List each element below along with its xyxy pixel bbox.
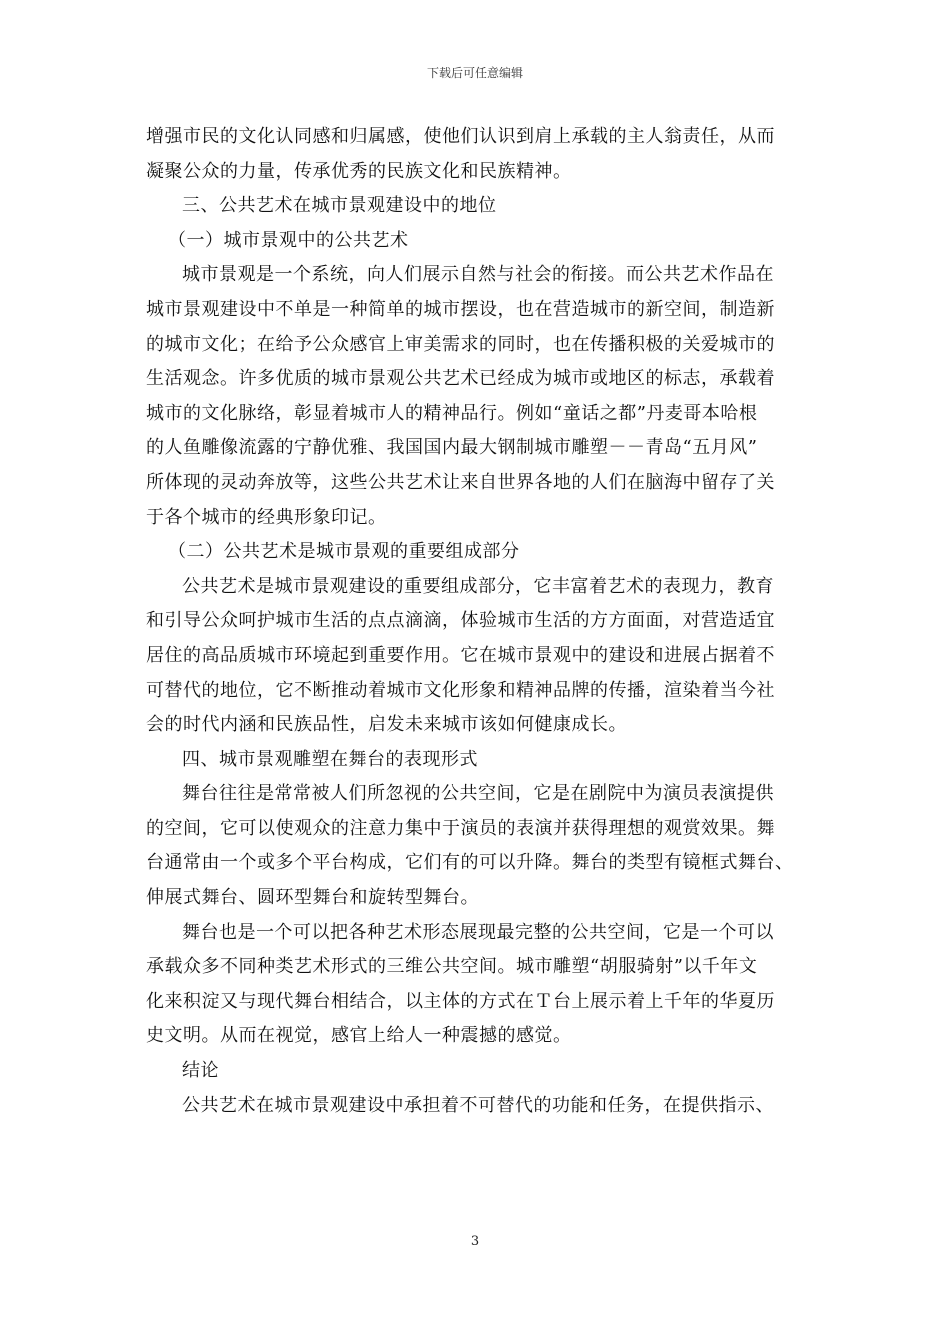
section-heading: 四、城市景观雕塑在舞台的表现形式 [182,748,478,770]
page-number: 3 [470,1234,480,1249]
text-line: 承载众多不同种类艺术形式的三维公共空间。城市雕塑“胡服骑射”以千年文 [146,956,758,978]
text-line: 可替代的地位，它不断推动着城市文化形象和精神品牌的传播，渲染着当今社 [146,679,775,701]
text-line: 伸展式舞台、圆环型舞台和旋转型舞台。 [146,887,479,909]
text-line: 凝聚公众的力量，传承优秀的民族文化和民族精神。 [146,160,572,182]
text-line: 台通常由一个或多个平台构成，它们有的可以升降。舞台的类型有镜框式舞台、 [146,852,794,874]
text-line: 城市景观建设中不单是一种简单的城市摆设，也在营造城市的新空间，制造新 [146,298,775,320]
section-heading: 结论 [182,1060,219,1082]
text-line: 的人鱼雕像流露的宁静优雅、我国国内最大钢制城市雕塑－－青岛“五月风” [146,437,758,459]
text-line: 舞台往往是常常被人们所忽视的公共空间，它是在剧院中为演员表演提供 [182,783,774,805]
text-line: 生活观念。许多优质的城市景观公共艺术已经成为城市或地区的标志，承载着 [146,368,775,390]
text-line: 史文明。从而在视觉，感官上给人一种震撼的感觉。 [146,1025,572,1047]
text-line: 的城市文化；在给予公众感官上审美需求的同时，也在传播积极的关爱城市的 [146,333,775,355]
text-line: 和引导公众呵护城市生活的点点滴滴，体验城市生活的方方面面，对营造适宜 [146,610,775,632]
text-line: 所体现的灵动奔放等，这些公共艺术让来自世界各地的人们在脑海中留存了关 [146,471,775,493]
text-line: 城市景观是一个系统，向人们展示自然与社会的衔接。而公共艺术作品在 [182,264,774,286]
text-line: 于各个城市的经典形象印记。 [146,506,387,528]
text-line: 增强市民的文化认同感和归属感，使他们认识到肩上承载的主人翁责任，从而 [146,126,775,147]
text-line: 公共艺术是城市景观建设的重要组成部分，它丰富着艺术的表现力，教育 [182,575,774,597]
subsection-heading: （一）城市景观中的公共艺术 [168,229,409,251]
section-heading: 三、公共艺术在城市景观建设中的地位 [182,195,497,217]
page-header: 下载后可任意编辑 [426,66,523,80]
text-line: 会的时代内涵和民族品性，启发未来城市该如何健康成长。 [146,714,627,736]
text-line: 公共艺术在城市景观建设中承担着不可替代的功能和任务，在提供指示、 [182,1094,774,1116]
text-line: 居住的高品质城市环境起到重要作用。它在城市景观中的建设和进展占据着不 [146,644,775,666]
text-line: 的空间，它可以使观众的注意力集中于演员的表演并获得理想的观赏效果。舞 [146,817,775,839]
text-line: 化来积淀又与现代舞台相结合，以主体的方式在Ｔ台上展示着上千年的华夏历 [146,990,775,1012]
text-line: 城市的文化脉络，彰显着城市人的精神品行。例如“童话之都”丹麦哥本哈根 [146,402,758,424]
subsection-heading: （二）公共艺术是城市景观的重要组成部分 [168,541,520,563]
body-text [146,120,806,1123]
text-line: 舞台也是一个可以把各种艺术形态展现最完整的公共空间，它是一个可以 [182,921,774,943]
